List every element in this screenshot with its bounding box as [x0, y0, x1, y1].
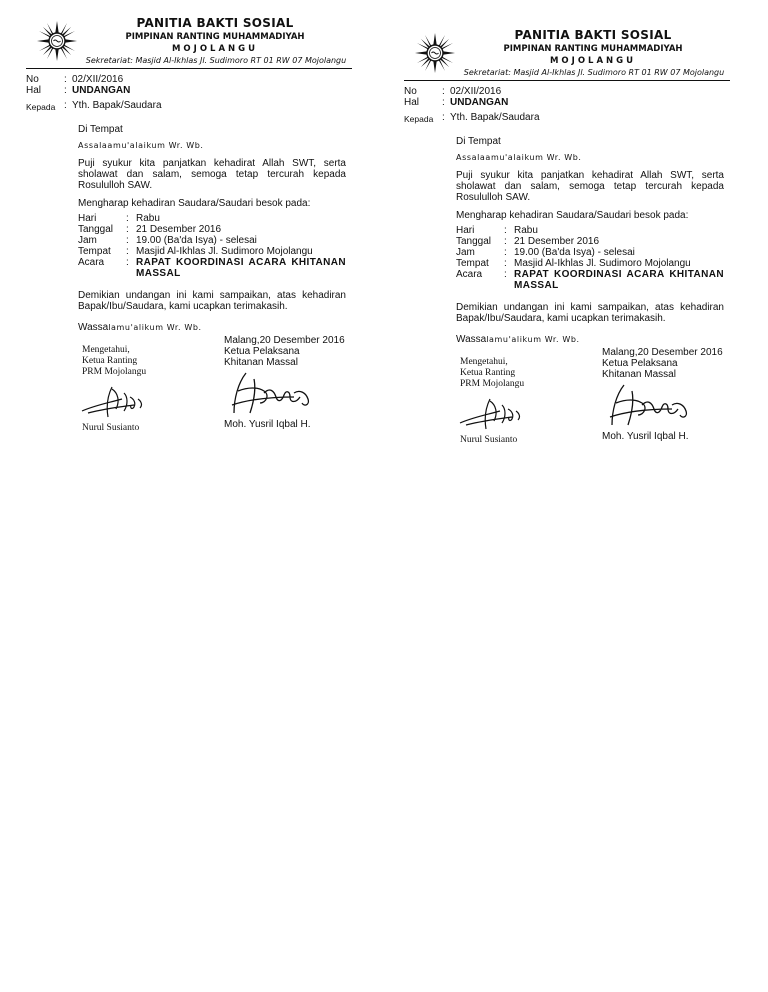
signer-left-block	[460, 357, 580, 390]
detail-time-value: 19.00 (Ba'da Isya) - selesai	[136, 235, 257, 246]
signer-left-name: Nurul Susianto	[82, 423, 140, 433]
signer-right-line2: Ketua Pelaksana	[602, 358, 678, 369]
subject-row	[26, 85, 346, 96]
recipient-label: Kepada	[26, 102, 56, 112]
organization-name: PIMPINAN RANTING MUHAMMADIYAH	[503, 44, 683, 54]
recipient-value: Yth. Bapak/Saudara	[450, 112, 540, 123]
detail-date-row	[456, 236, 724, 247]
colon: :	[442, 86, 445, 97]
event-details	[78, 213, 346, 279]
muhammadiyah-logo-icon	[414, 32, 456, 74]
detail-place-label: Tempat	[456, 258, 489, 269]
colon: :	[126, 235, 129, 246]
letter-body	[78, 124, 346, 443]
recipient-row	[404, 112, 724, 134]
header-divider	[26, 68, 352, 69]
detail-day-label: Hari	[456, 225, 475, 236]
signature-left-image	[78, 383, 158, 421]
detail-time-row	[78, 235, 346, 246]
opening-paragraph: Puji syukur kita panjatkan kehadirat Allah SWT, serta sholawat dan salam, semoga tetap tercurah kepada Rosululloh SAW.	[78, 158, 346, 191]
organization-place: MOJOLANGU	[549, 56, 637, 66]
signer-left-line2: Ketua Ranting	[82, 356, 138, 366]
detail-place-row	[456, 258, 724, 269]
signer-right-name: Moh. Yusril Iqbal H.	[602, 431, 689, 442]
signer-right-name: Moh. Yusril Iqbal H.	[224, 419, 311, 430]
event-details	[456, 225, 724, 291]
colon: :	[442, 97, 445, 108]
signer-left-line3: PRM Mojolangu	[460, 379, 525, 389]
letter-number-label: No	[26, 74, 39, 85]
invitation-letter-right	[404, 26, 724, 455]
detail-day-value: Rabu	[136, 213, 160, 224]
signer-right-line3: Khitanan Massal	[602, 369, 676, 380]
signer-right-line1: Malang,20 Desember 2016	[602, 347, 723, 358]
letter-number-row	[404, 86, 724, 97]
committee-title: PANITIA BAKTI SOSIAL	[514, 28, 672, 42]
signer-right-line2: Ketua Pelaksana	[224, 346, 300, 357]
signer-right-block	[224, 335, 374, 368]
recipient-row	[26, 100, 346, 122]
colon: :	[64, 85, 67, 96]
detail-agenda-label: Acara	[78, 257, 105, 268]
detail-time-label: Jam	[78, 235, 97, 246]
letter-number-value: 02/XII/2016	[450, 86, 502, 97]
subject-label: Hal	[26, 85, 42, 96]
detail-time-value: 19.00 (Ba'da Isya) - selesai	[514, 247, 635, 258]
farewell-prefix: Wassa	[78, 322, 109, 333]
header-divider	[404, 80, 730, 81]
colon: :	[64, 100, 67, 111]
farewell-prefix: Wassa	[456, 334, 487, 345]
detail-agenda-value: RAPAT KOORDINASI ACARA KHITANAN MASSAL	[136, 257, 346, 279]
detail-date-value: 21 Desember 2016	[136, 224, 222, 235]
signer-left-line2: Ketua Ranting	[460, 368, 516, 378]
detail-agenda-row	[456, 269, 724, 291]
signature-section	[78, 335, 346, 443]
colon: :	[64, 74, 67, 85]
greeting: Assalaamu'alaikum Wr. Wb.	[456, 153, 582, 162]
invitation-paragraph: Mengharap kehadiran Saudara/Saudari besok pada:	[456, 210, 689, 221]
detail-day-row	[456, 225, 724, 236]
colon: :	[504, 269, 507, 280]
letter-number-row	[26, 74, 346, 85]
signature-left-image	[456, 395, 536, 433]
signer-left-line1: Mengetahui,	[460, 357, 508, 367]
di-tempat: Di Tempat	[78, 124, 123, 135]
signature-section	[456, 347, 724, 455]
signer-left-block	[82, 345, 202, 378]
secretariat-address: Sekretariat: Masjid Al-Ikhlas Jl. Sudimoro RT 01 RW 07 Mojolangu	[85, 56, 347, 65]
detail-time-row	[456, 247, 724, 258]
di-tempat: Di Tempat	[456, 136, 501, 147]
farewell	[456, 334, 724, 345]
detail-date-label: Tanggal	[456, 236, 492, 247]
signer-left-name: Nurul Susianto	[460, 435, 518, 445]
subject-label: Hal	[404, 97, 420, 108]
colon: :	[126, 213, 129, 224]
signer-right-line1: Malang,20 Desember 2016	[224, 335, 345, 346]
signer-left-line3: PRM Mojolangu	[82, 367, 147, 377]
organization-place: MOJOLANGU	[171, 44, 259, 54]
opening-paragraph: Puji syukur kita panjatkan kehadirat Allah SWT, serta sholawat dan salam, semoga tetap tercurah kepada Rosululloh SAW.	[456, 170, 724, 203]
detail-date-value: 21 Desember 2016	[514, 236, 600, 247]
colon: :	[504, 247, 507, 258]
organization-name: PIMPINAN RANTING MUHAMMADIYAH	[125, 32, 305, 42]
detail-agenda-label: Acara	[456, 269, 483, 280]
detail-agenda-row	[78, 257, 346, 279]
signer-left-line1: Mengetahui,	[82, 345, 130, 355]
subject-row	[404, 97, 724, 108]
invitation-letter-left	[26, 14, 346, 443]
letterhead	[404, 26, 724, 86]
signature-right-image	[224, 369, 320, 421]
detail-day-row	[78, 213, 346, 224]
detail-agenda-value: RAPAT KOORDINASI ACARA KHITANAN MASSAL	[514, 269, 724, 291]
subject-value: UNDANGAN	[72, 85, 131, 96]
recipient-value: Yth. Bapak/Saudara	[72, 100, 162, 111]
farewell-suffix: lamu'alikum Wr. Wb.	[108, 323, 202, 332]
detail-place-label: Tempat	[78, 246, 111, 257]
colon: :	[126, 246, 129, 257]
colon: :	[126, 224, 129, 235]
detail-day-label: Hari	[78, 213, 97, 224]
committee-title: PANITIA BAKTI SOSIAL	[136, 16, 294, 30]
colon: :	[504, 225, 507, 236]
letter-body	[456, 136, 724, 455]
farewell	[78, 322, 346, 333]
invitation-paragraph: Mengharap kehadiran Saudara/Saudari besok pada:	[78, 198, 311, 209]
letter-number-value: 02/XII/2016	[72, 74, 124, 85]
signer-right-block	[602, 347, 752, 380]
letter-number-label: No	[404, 86, 417, 97]
recipient-label: Kepada	[404, 114, 434, 124]
detail-place-value: Masjid Al-Ikhlas Jl. Sudimoro Mojolangu	[136, 246, 313, 257]
colon: :	[126, 257, 129, 268]
colon: :	[504, 258, 507, 269]
secretariat-address: Sekretariat: Masjid Al-Ikhlas Jl. Sudimoro RT 01 RW 07 Mojolangu	[463, 68, 725, 77]
detail-date-label: Tanggal	[78, 224, 114, 235]
muhammadiyah-logo-icon	[36, 20, 78, 62]
closing-paragraph: Demikian undangan ini kami sampaikan, atas kehadiran Bapak/Ibu/Saudara, kami ucapkan terimakasih.	[456, 302, 724, 324]
colon: :	[442, 112, 445, 123]
signer-right-line3: Khitanan Massal	[224, 357, 298, 368]
greeting: Assalaamu'alaikum Wr. Wb.	[78, 141, 204, 150]
letterhead	[26, 14, 346, 74]
signature-right-image	[602, 381, 698, 433]
detail-time-label: Jam	[456, 247, 475, 258]
closing-paragraph: Demikian undangan ini kami sampaikan, atas kehadiran Bapak/Ibu/Saudara, kami ucapkan terimakasih.	[78, 290, 346, 312]
detail-day-value: Rabu	[514, 225, 538, 236]
farewell-suffix: lamu'alikum Wr. Wb.	[486, 335, 580, 344]
detail-date-row	[78, 224, 346, 235]
colon: :	[504, 236, 507, 247]
detail-place-value: Masjid Al-Ikhlas Jl. Sudimoro Mojolangu	[514, 258, 691, 269]
detail-place-row	[78, 246, 346, 257]
subject-value: UNDANGAN	[450, 97, 509, 108]
